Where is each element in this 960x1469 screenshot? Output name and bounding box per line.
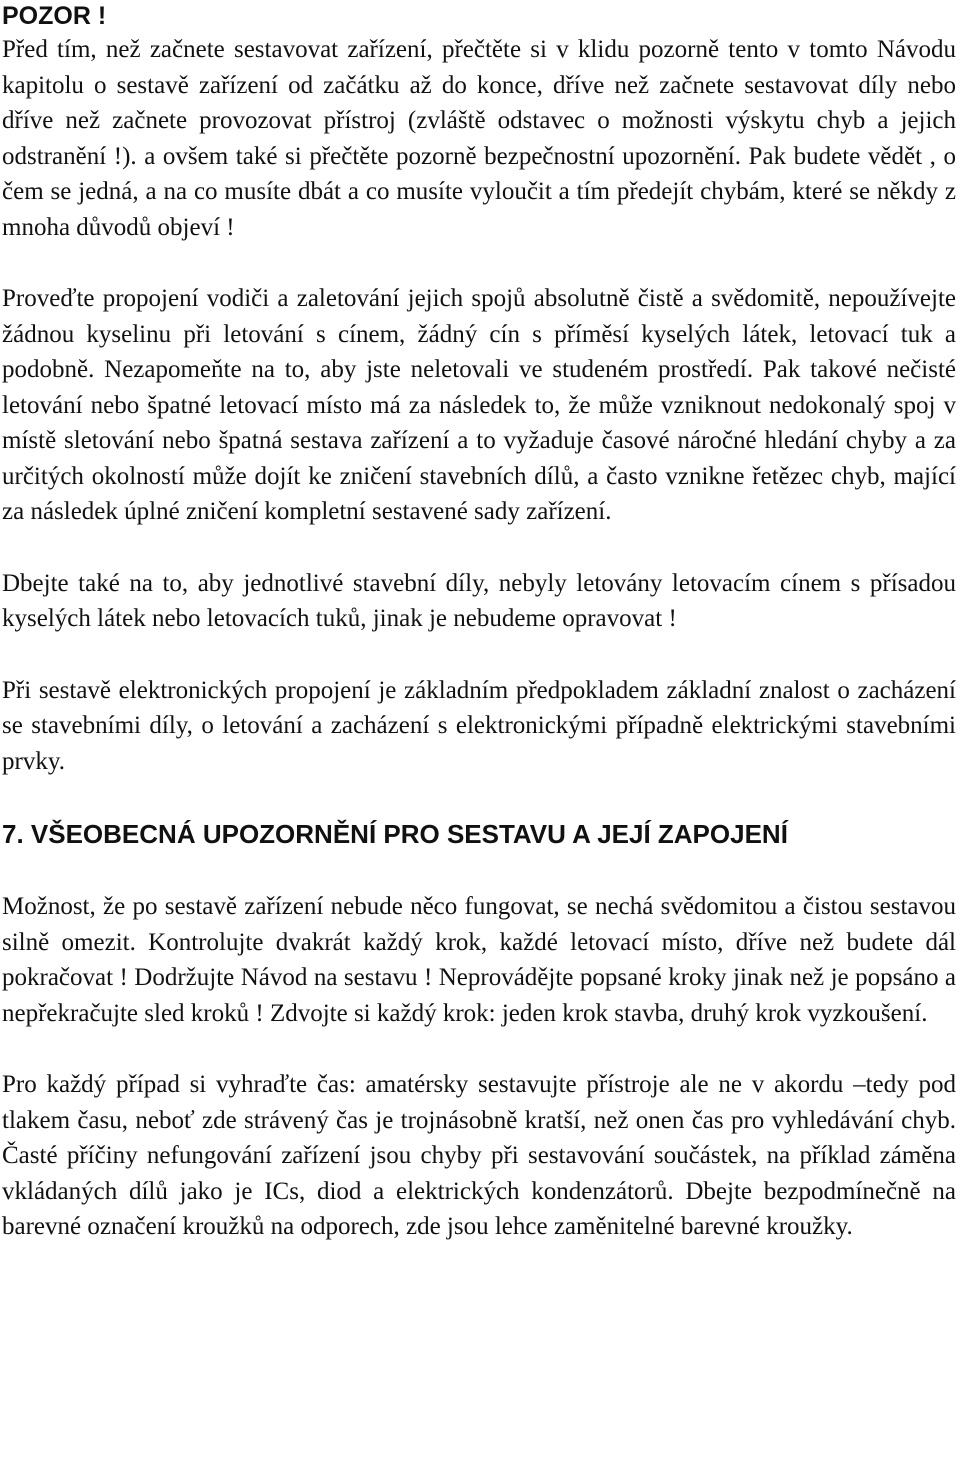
warning-title: POZOR ! bbox=[2, 2, 107, 30]
intro-paragraph: Před tím, než začnete sestavovat zařízení, přečtěte si v klidu pozorně tento v tomto Návodu kapitolu o sestavě zařízení od začátku až do konce, dříve než začnete sestavovat díly nebo dříve než začnete provozovat přístroj (zvláště odstavec o možnosti výskytu chyb a jejich odstranění !). a ovšem také si přečtěte pozorně bezpečnostní upozornění. Pak budete vědět , o čem se jedná, a na co musíte dbát a co musíte vyloučit a tím předejít chybám, které se někdy z mnoha důvodů objeví ! bbox=[2, 36, 956, 241]
section-heading: 7. VŠEOBECNÁ UPOZORNĚNÍ PRO SESTAVU A JEJÍ ZAPOJENÍ bbox=[2, 819, 788, 849]
soldering-paragraph: Proveďte propojení vodiči a zaletování jejich spojů absolutně čistě a svědomitě, nepoužívejte žádnou kyselinu při letování s cínem, žádný cín s příměsí kyselých látek, letovací tuk a podobně. Nezapomeňte na to, aby jste neletovali ve studeném prostředí. Pak takové nečisté letování nebo špatné letovací místo má za následek to, že může vzniknout nedokonalý spoj v místě sletování nebo špatná sestava zařízení a to vyžaduje časové náročné hledání chyby a za určitých okolností může dojít ke zničení stavebních dílů, a často vznikne řetězec chyb, mající za následek úplné zničení kompletní sestavené sady zařízení. bbox=[2, 285, 956, 525]
knowledge-paragraph: Při sestavě elektronických propojení je základním předpokladem základní znalost o zacházení se stavebními díly, o letování a zacházení s elektronickými případně elektrickými stavebními prvky. bbox=[2, 676, 956, 775]
time-paragraph: Pro každý případ si vyhraďte čas: amatérsky sestavujte přístroje ale ne v akordu –tedy pod tlakem času, neboť zde strávený čas je trojnásobně kratší, než onen čas pro vyhledávání chyb. Časté příčiny nefungování zařízení jsou chyby při sestavování součástek, na příklad záměna vkládaných dílů jako je ICs, diod a elektrických kondenzátorů. Dbejte bezpodmínečně na barevné označení kroužků na odporech, zde jsou lehce zaměnitelné barevné kroužky. bbox=[2, 1071, 956, 1240]
document-page bbox=[2, 0, 956, 1245]
acid-flux-paragraph: Dbejte také na to, aby jednotlivé stavební díly, nebyly letovány letovacím cínem s přísadou kyselých látek nebo letovacích tuků, jinak je nebudeme opravovat ! bbox=[2, 569, 956, 632]
checks-paragraph: Možnost, že po sestavě zařízení nebude něco fungovat, se nechá svědomitou a čistou sestavou silně omezit. Kontrolujte dvakrát každý krok, každé letovací místo, dříve než budete dál pokračovat ! Dodržujte Návod na sestavu ! Neprovádějte popsané kroky jinak než je popsáno a nepřekračujte sled kroků ! Zdvojte si každý krok: jeden krok stavba, druhý krok vyzkoušení. bbox=[2, 893, 956, 1027]
